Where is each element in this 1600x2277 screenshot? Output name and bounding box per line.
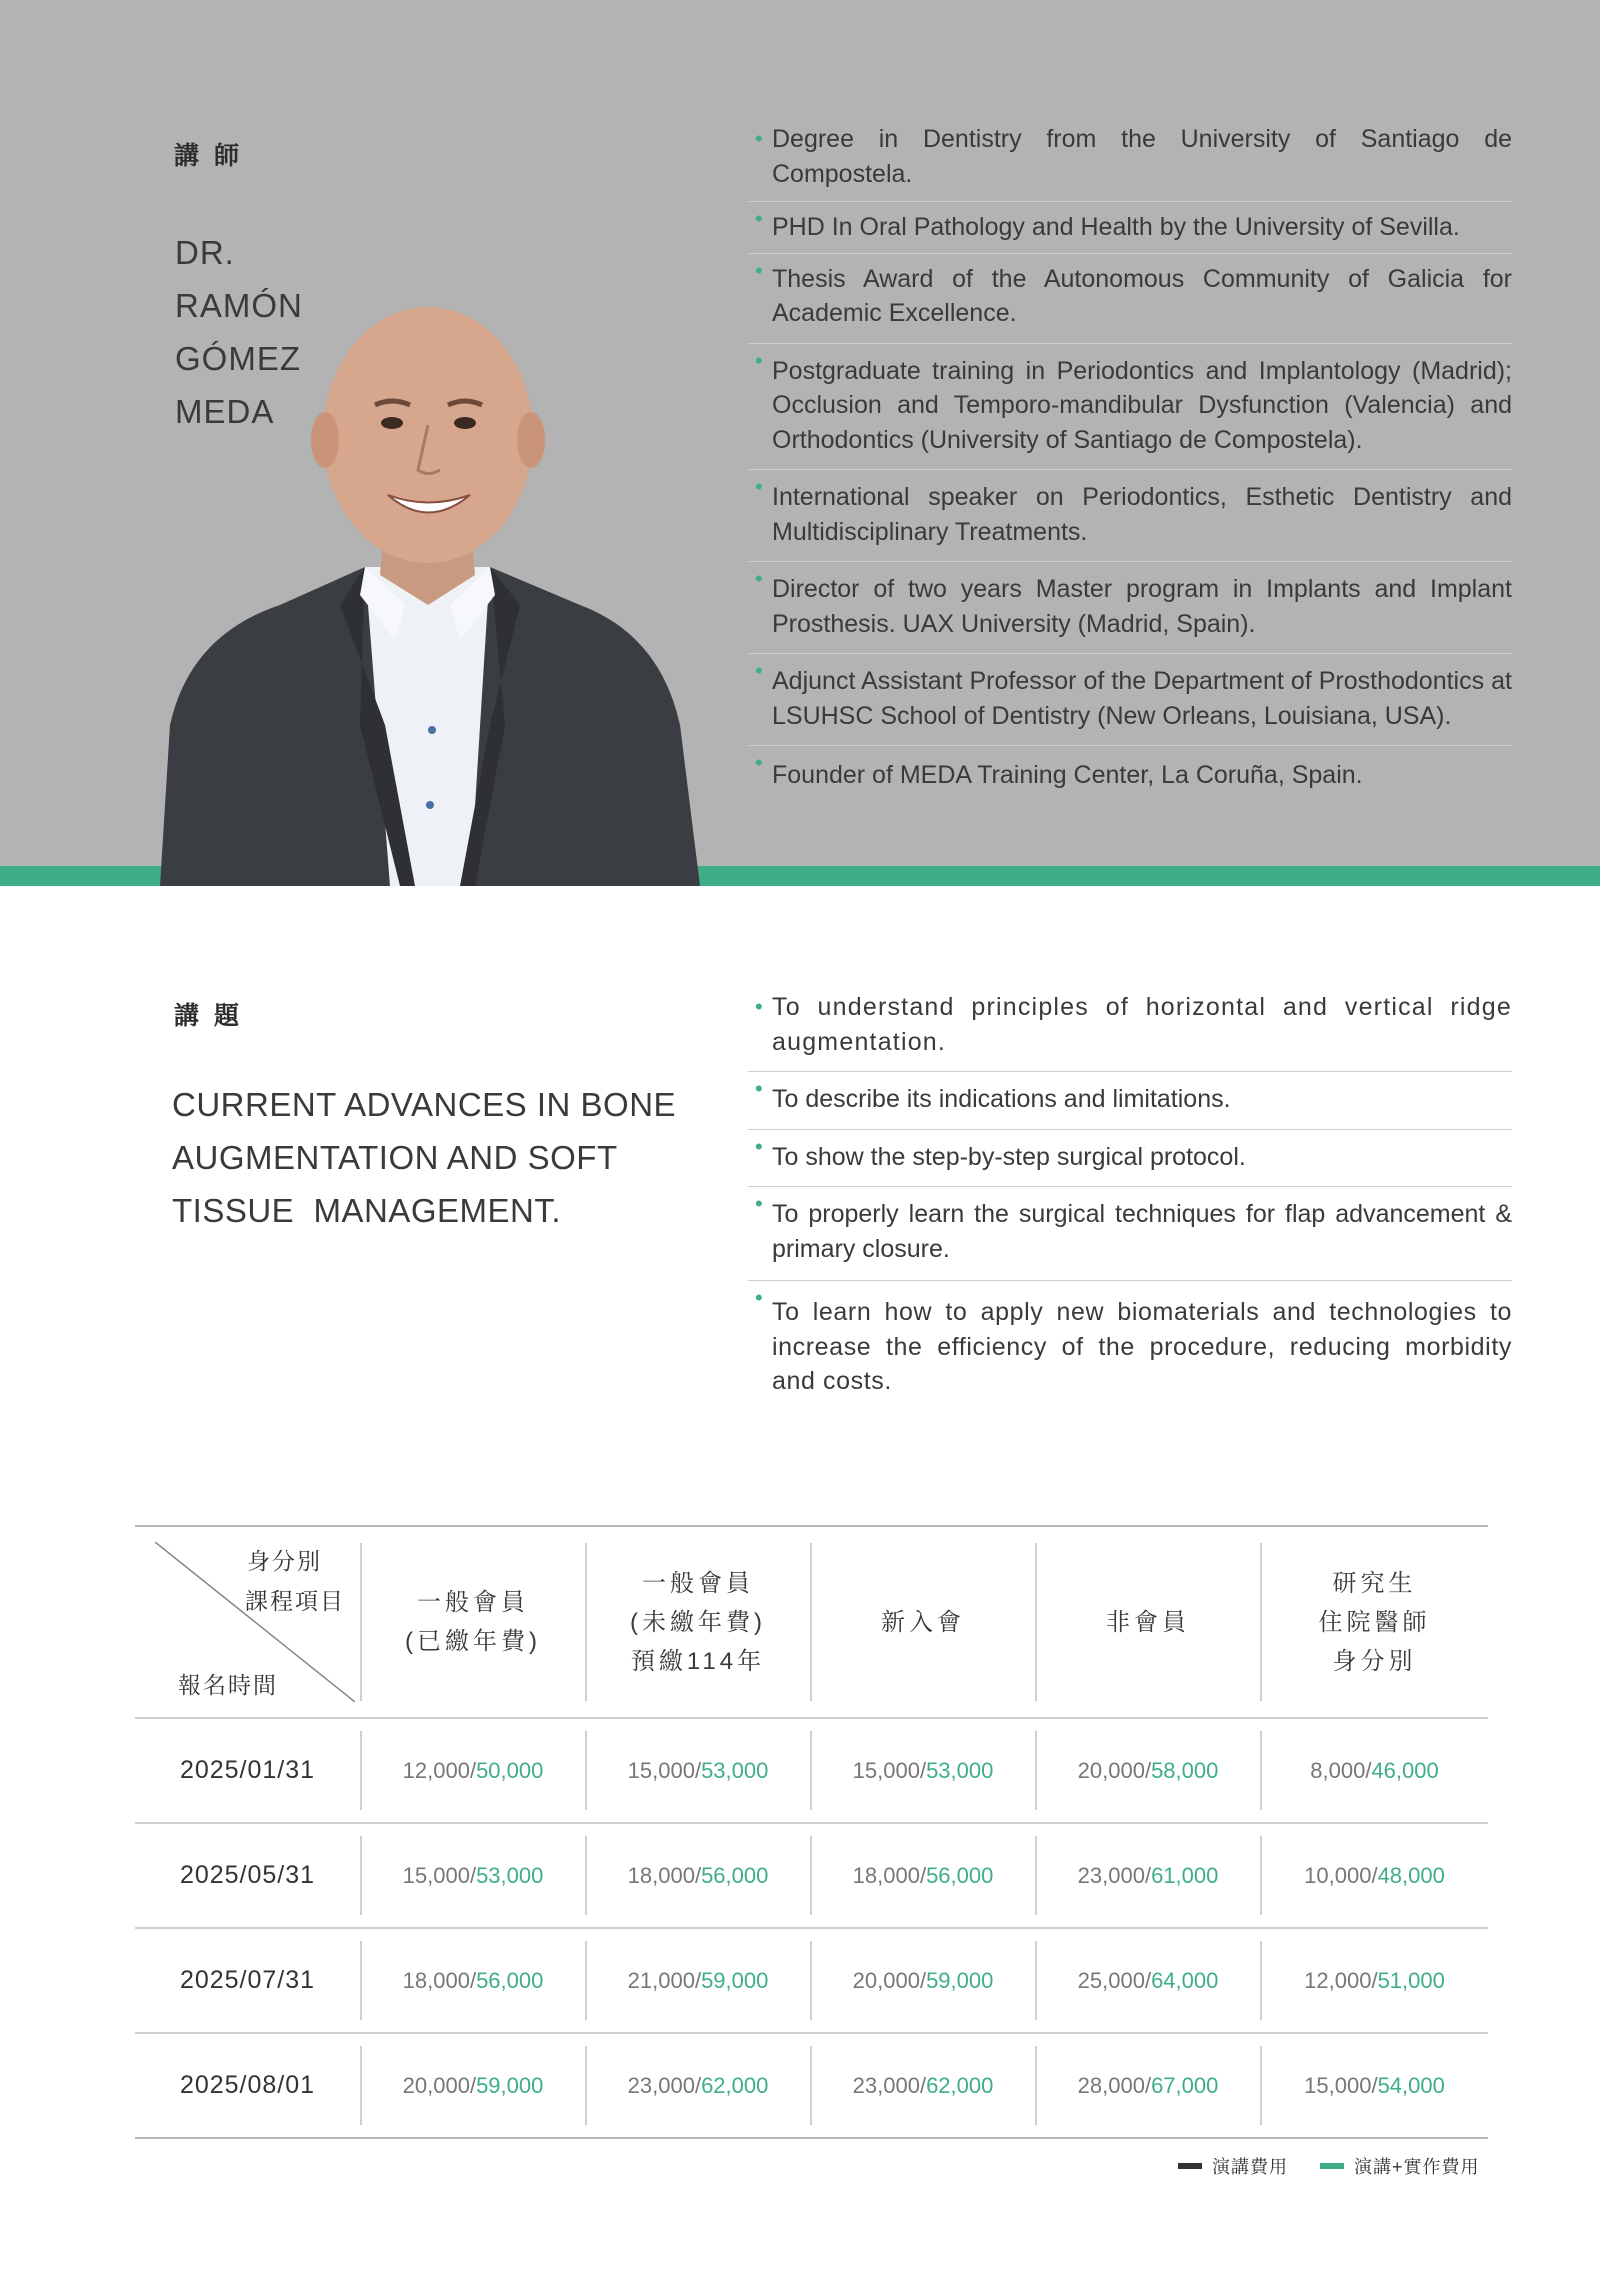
objective-item bbox=[748, 990, 1512, 1072]
bio-item bbox=[748, 202, 1512, 254]
objective-item bbox=[748, 1130, 1512, 1188]
bullet-dot-icon: • bbox=[755, 566, 763, 591]
speaker-bio-list bbox=[748, 122, 1512, 793]
objective-item-text: To describe its indications and limitations. bbox=[772, 1085, 1231, 1113]
price-cell bbox=[361, 1719, 585, 1822]
bio-item-text: Adjunct Assistant Professor of the Department of Prosthodontics at LSUHSC School of Dentistry (New Orleans, Louisiana, USA). bbox=[772, 667, 1512, 730]
lecture-fee: 20,000 bbox=[852, 1967, 920, 1993]
lecture-handson-fee: 67,000 bbox=[1151, 2072, 1219, 2098]
bio-item-text: Director of two years Master program in Implants and Implant Prosthesis. UAX University (Madrid, Spain). bbox=[772, 575, 1512, 638]
lecture-fee: 20,000 bbox=[402, 2072, 470, 2098]
speaker-portrait bbox=[160, 305, 700, 886]
price-cell bbox=[1036, 1719, 1260, 1822]
corner-label-course: 課程項目 bbox=[245, 1588, 345, 1614]
bullet-dot-icon: • bbox=[755, 750, 763, 775]
bio-item-text: PHD In Oral Pathology and Health by the University of Sevilla. bbox=[772, 213, 1460, 241]
lecture-fee: 15,000 bbox=[852, 1757, 920, 1783]
lecture-fee: 23,000 bbox=[627, 2072, 695, 2098]
fee-table bbox=[135, 1525, 1488, 2139]
price-cell bbox=[361, 2034, 585, 2137]
lecture-handson-fee: 54,000 bbox=[1377, 2072, 1445, 2098]
bullet-dot-icon: • bbox=[755, 1285, 764, 1310]
price-separator: / bbox=[694, 2072, 702, 2098]
lecture-fee: 25,000 bbox=[1077, 1967, 1145, 1993]
objective-item-text: To properly learn the surgical techniques for flap advancement & primary closure. bbox=[772, 1200, 1512, 1263]
legend-swatch-dark bbox=[1178, 2163, 1202, 2169]
bullet-dot-icon: • bbox=[755, 126, 763, 151]
bio-item bbox=[748, 344, 1512, 471]
bullet-dot-icon: • bbox=[755, 206, 763, 231]
bullet-dot-icon: • bbox=[755, 994, 764, 1019]
legend-label: 演講費用 bbox=[1212, 2157, 1288, 2177]
lecture-handson-fee: 62,000 bbox=[701, 2072, 769, 2098]
lecture-handson-fee: 59,000 bbox=[926, 1967, 994, 1993]
bio-item bbox=[748, 654, 1512, 746]
lecture-handson-fee: 53,000 bbox=[926, 1757, 994, 1783]
objective-item-text: To understand principles of horizontal and vertical ridge augmentation. bbox=[772, 993, 1512, 1056]
lecture-fee: 15,000 bbox=[627, 1757, 695, 1783]
price-cell bbox=[1261, 2034, 1488, 2137]
lecture-fee: 12,000 bbox=[1304, 1967, 1372, 1993]
price-cell bbox=[811, 1929, 1035, 2032]
bullet-dot-icon: • bbox=[755, 474, 763, 499]
price-cell bbox=[586, 1929, 810, 2032]
bullet-dot-icon: • bbox=[755, 658, 763, 683]
topic-title-line: TISSUE MANAGEMENT. bbox=[172, 1192, 562, 1229]
objectives-list bbox=[748, 990, 1512, 1399]
fee-table-header bbox=[135, 1525, 1488, 1719]
column-header-non-member: 非會員 bbox=[1106, 1608, 1190, 1636]
price-cell bbox=[1036, 2034, 1260, 2137]
lecture-handson-fee: 53,000 bbox=[476, 1862, 544, 1888]
bio-item-text: Thesis Award of the Autonomous Community of Galicia for Academic Excellence. bbox=[772, 264, 1512, 327]
price-separator: / bbox=[469, 1862, 477, 1888]
price-cell bbox=[1261, 1824, 1488, 1927]
speaker-label: 講 師 bbox=[174, 142, 243, 170]
lecture-handson-fee: 48,000 bbox=[1377, 1862, 1445, 1888]
bio-item-text: International speaker on Periodontics, Esthetic Dentistry and Multidisciplinary Treatments. bbox=[772, 483, 1512, 546]
fee-table-body bbox=[135, 1719, 1488, 2139]
column-header-member-unpaid: 一般會員 (未繳年費) 預繳114年 bbox=[630, 1569, 766, 1675]
price-separator: / bbox=[1371, 2072, 1378, 2098]
lecture-fee: 21,000 bbox=[627, 1967, 695, 1993]
lecture-fee: 18,000 bbox=[852, 1862, 920, 1888]
price-separator: / bbox=[1144, 1862, 1152, 1888]
price-separator: / bbox=[1144, 1757, 1152, 1783]
lecture-fee: 18,000 bbox=[402, 1967, 470, 1993]
objective-item bbox=[748, 1187, 1512, 1281]
price-separator: / bbox=[694, 1967, 702, 1993]
price-separator: / bbox=[1365, 1757, 1372, 1783]
lecture-handson-fee: 56,000 bbox=[701, 1862, 769, 1888]
price-separator: / bbox=[1144, 2072, 1152, 2098]
lecture-fee: 18,000 bbox=[627, 1862, 695, 1888]
column-header-member-paid: 一般會員 (已繳年費) bbox=[405, 1589, 541, 1655]
deadline-date-cell: 2025/08/01 bbox=[179, 2071, 316, 2099]
topic-title-line: CURRENT ADVANCES IN BONE bbox=[172, 1086, 677, 1123]
corner-label-identity: 身分別 bbox=[247, 1548, 322, 1574]
bio-item-text: Founder of MEDA Training Center, La Coruña, Spain. bbox=[772, 761, 1363, 789]
lecture-fee: 15,000 bbox=[1304, 2072, 1372, 2098]
lecture-fee: 15,000 bbox=[402, 1862, 470, 1888]
price-separator: / bbox=[919, 1757, 927, 1783]
speaker-name-line-1: DR. bbox=[175, 234, 235, 271]
lecture-handson-fee: 58,000 bbox=[1151, 1757, 1219, 1783]
lecture-handson-fee: 62,000 bbox=[926, 2072, 994, 2098]
price-separator: / bbox=[694, 1862, 702, 1888]
price-cell bbox=[1261, 1929, 1488, 2032]
table-row bbox=[135, 2034, 1488, 2139]
lecture-handson-fee: 46,000 bbox=[1371, 1757, 1439, 1783]
bio-item-text: Postgraduate training in Periodontics and Implantology (Madrid); Occlusion and Temporo-mandibular Dysfunction (Valencia) and Orthodontics (University of Santiago de Compostela). bbox=[772, 356, 1512, 454]
price-cell bbox=[1036, 1824, 1260, 1927]
deadline-date-cell: 2025/07/31 bbox=[179, 1966, 316, 1994]
price-cell bbox=[361, 1929, 585, 2032]
objective-item bbox=[748, 1072, 1512, 1130]
lecture-handson-fee: 56,000 bbox=[476, 1967, 544, 1993]
objective-item bbox=[748, 1281, 1512, 1399]
lecture-handson-fee: 64,000 bbox=[1151, 1967, 1219, 1993]
bio-item bbox=[748, 122, 1512, 202]
legend-item-lecture-handson bbox=[1320, 2153, 1480, 2179]
price-separator: / bbox=[1371, 1862, 1378, 1888]
table-row bbox=[135, 1719, 1488, 1824]
bullet-dot-icon: • bbox=[755, 257, 763, 283]
bullet-dot-icon: • bbox=[755, 347, 763, 373]
lecture-handson-fee: 61,000 bbox=[1151, 1862, 1219, 1888]
topic-title bbox=[172, 1078, 692, 1237]
lecture-fee: 23,000 bbox=[1077, 1862, 1145, 1888]
price-separator: / bbox=[469, 1757, 477, 1783]
legend-item-lecture bbox=[1178, 2153, 1288, 2179]
lecture-handson-fee: 51,000 bbox=[1377, 1967, 1445, 1993]
price-cell bbox=[586, 1719, 810, 1822]
bio-item bbox=[748, 562, 1512, 654]
bio-item-text: Degree in Dentistry from the University of Santiago de Compostela. bbox=[772, 125, 1512, 188]
price-separator: / bbox=[919, 2072, 927, 2098]
objective-item-text: To learn how to apply new biomaterials and technologies to increase the efficiency of the procedure, reducing morbidity and costs. bbox=[772, 1298, 1512, 1395]
price-cell bbox=[361, 1824, 585, 1927]
legend-label: 演講+實作費用 bbox=[1354, 2157, 1480, 2177]
price-cell bbox=[586, 2034, 810, 2137]
topic-title-line: AUGMENTATION AND SOFT bbox=[172, 1139, 618, 1176]
topic-label: 講 題 bbox=[174, 1002, 243, 1030]
deadline-date-cell: 2025/05/31 bbox=[179, 1861, 316, 1889]
speaker-name-line-2: RAMÓN bbox=[175, 287, 303, 324]
price-separator: / bbox=[919, 1862, 927, 1888]
bullet-dot-icon: • bbox=[755, 1133, 763, 1159]
price-separator: / bbox=[694, 1757, 702, 1783]
price-separator: / bbox=[1371, 1967, 1378, 1993]
table-row bbox=[135, 1929, 1488, 2034]
lecture-handson-fee: 50,000 bbox=[476, 1757, 544, 1783]
legend-swatch-green bbox=[1320, 2163, 1344, 2169]
price-cell bbox=[1261, 1719, 1488, 1822]
lecture-fee: 20,000 bbox=[1077, 1757, 1145, 1783]
price-cell bbox=[811, 1824, 1035, 1927]
deadline-date-cell: 2025/01/31 bbox=[179, 1756, 316, 1784]
corner-label-date: 報名時間 bbox=[178, 1672, 278, 1698]
lecture-fee: 28,000 bbox=[1077, 2072, 1145, 2098]
table-row bbox=[135, 1824, 1488, 1929]
column-header-new-member: 新入會 bbox=[881, 1608, 965, 1636]
bio-item bbox=[748, 746, 1512, 793]
price-separator: / bbox=[1144, 1967, 1152, 1993]
lecture-handson-fee: 59,000 bbox=[701, 1967, 769, 1993]
lecture-fee: 10,000 bbox=[1304, 1862, 1372, 1888]
price-cell bbox=[811, 1719, 1035, 1822]
price-separator: / bbox=[469, 2072, 477, 2098]
price-cell bbox=[1036, 1929, 1260, 2032]
bio-item bbox=[748, 254, 1512, 344]
speaker-name-line-4: MEDA bbox=[175, 393, 275, 430]
lecture-handson-fee: 59,000 bbox=[476, 2072, 544, 2098]
bio-item bbox=[748, 470, 1512, 562]
lecture-fee: 8,000 bbox=[1310, 1757, 1366, 1783]
lecture-fee: 23,000 bbox=[852, 2072, 920, 2098]
price-separator: / bbox=[469, 1967, 477, 1993]
bullet-dot-icon: • bbox=[755, 1191, 763, 1216]
objective-item-text: To show the step-by-step surgical protocol. bbox=[772, 1142, 1246, 1171]
price-cell bbox=[586, 1824, 810, 1927]
price-separator: / bbox=[919, 1967, 927, 1993]
lecture-fee: 12,000 bbox=[402, 1757, 470, 1783]
column-header-student-resident: 研究生 住院醫師 身分別 bbox=[1318, 1569, 1431, 1675]
price-cell bbox=[811, 2034, 1035, 2137]
lecture-handson-fee: 56,000 bbox=[926, 1862, 994, 1888]
lecture-handson-fee: 53,000 bbox=[701, 1757, 769, 1783]
bullet-dot-icon: • bbox=[755, 1076, 763, 1101]
speaker-name-line-3: GÓMEZ bbox=[175, 340, 301, 377]
